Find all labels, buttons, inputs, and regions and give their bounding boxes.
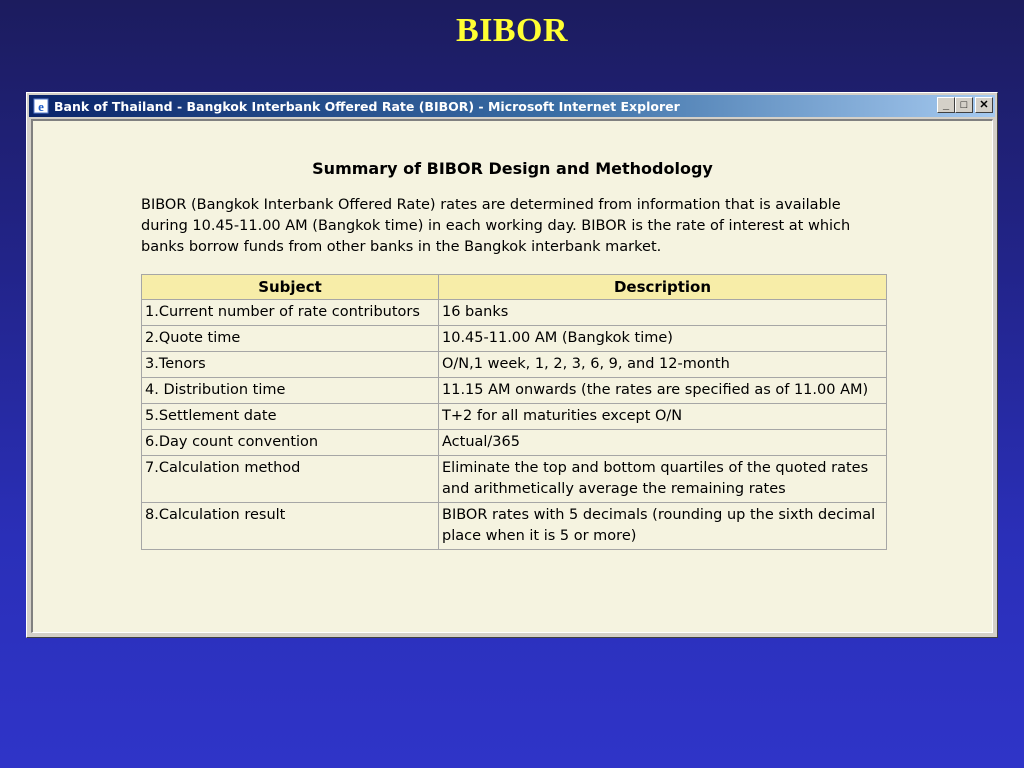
column-header-subject: Subject (142, 275, 439, 300)
window-controls (937, 97, 993, 113)
subject-cell: 4. Distribution time (142, 378, 439, 404)
description-cell: BIBOR rates with 5 decimals (rounding up the sixth decimal place when it is 5 or more) (439, 503, 887, 550)
table-row (142, 456, 887, 503)
column-header-description: Description (439, 275, 887, 300)
ie-icon (32, 97, 50, 115)
description-cell: Actual/365 (439, 430, 887, 456)
intro-paragraph: BIBOR (Bangkok Interbank Offered Rate) rates are determined from information that is available during 10.45-11.00 AM (Bangkok time) in each working day. BIBOR is the rate of interest at which banks borrow funds from other banks in the Bangkok interbank market. (141, 197, 851, 255)
table-row (142, 378, 887, 404)
slide-title: BIBOR (455, 12, 569, 49)
minimize-button[interactable]: _ (937, 97, 955, 113)
description-cell: O/N,1 week, 1, 2, 3, 6, 9, and 12-month (439, 352, 887, 378)
table-header-row (142, 275, 887, 300)
subject-cell: 3.Tenors (142, 352, 439, 378)
window-title: Bank of Thailand - Bangkok Interbank Offered Rate (BIBOR) - Microsoft Internet Explorer (54, 98, 680, 114)
page-heading: Summary of BIBOR Design and Methodology (312, 159, 713, 178)
maximize-button[interactable]: □ (955, 97, 973, 113)
description-cell: Eliminate the top and bottom quartiles of the quoted rates and arithmetically average the remaining rates (439, 456, 887, 503)
svg-text:e: e (38, 99, 44, 114)
description-cell: 16 banks (439, 300, 887, 326)
browser-window (26, 92, 998, 638)
table-row (142, 352, 887, 378)
methodology-table (141, 274, 887, 550)
table-row (142, 430, 887, 456)
description-cell: T+2 for all maturities except O/N (439, 404, 887, 430)
description-cell: 11.15 AM onwards (the rates are specified as of 11.00 AM) (439, 378, 887, 404)
subject-cell: 7.Calculation method (142, 456, 439, 503)
subject-cell: 5.Settlement date (142, 404, 439, 430)
description-cell: 10.45-11.00 AM (Bangkok time) (439, 326, 887, 352)
table-row (142, 300, 887, 326)
subject-cell: 6.Day count convention (142, 430, 439, 456)
subject-cell: 2.Quote time (142, 326, 439, 352)
close-button[interactable]: ✕ (975, 97, 993, 113)
subject-cell: 8.Calculation result (142, 503, 439, 550)
table-row (142, 404, 887, 430)
page-content (31, 119, 993, 633)
window-titlebar[interactable] (29, 95, 995, 117)
subject-cell: 1.Current number of rate contributors (142, 300, 439, 326)
table-row (142, 326, 887, 352)
table-row (142, 503, 887, 550)
